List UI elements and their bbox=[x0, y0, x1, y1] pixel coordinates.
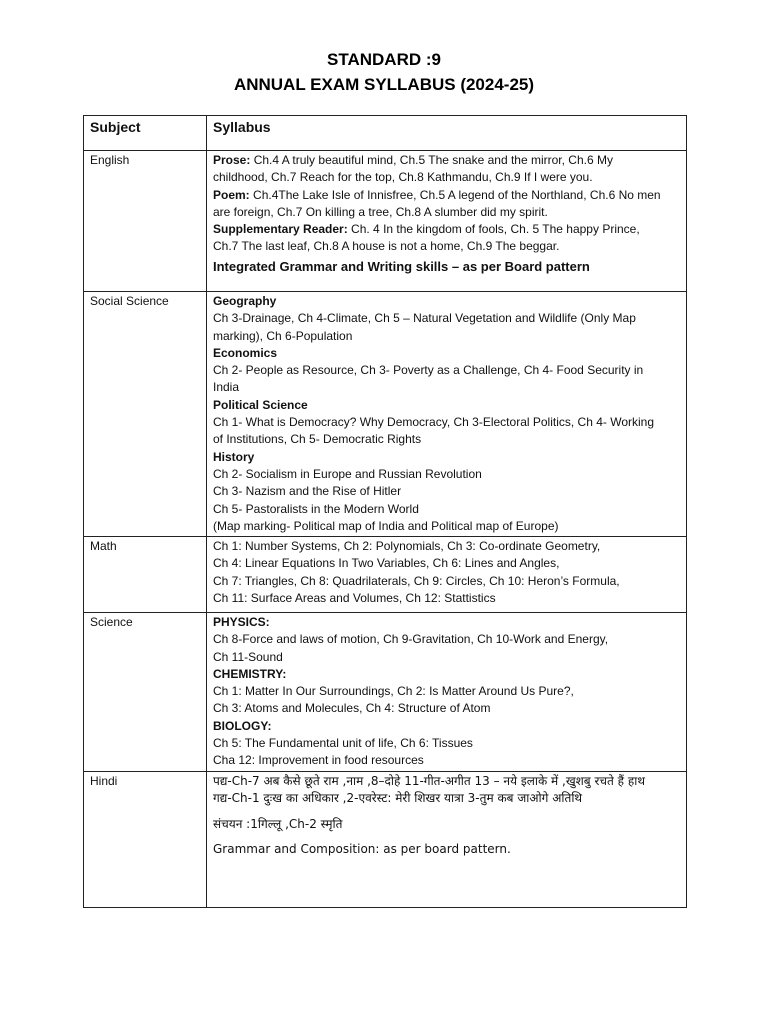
subject-math: Math bbox=[84, 537, 207, 613]
table-row-science bbox=[84, 613, 687, 772]
hindi-line-2: गद्य-Ch-1 दुःख का अधिकार ,2-एवरेस्ट: मेरी शिखर यात्रा 3-तुम कब जाओगे अतिथि bbox=[213, 791, 583, 806]
economics-line-2: India bbox=[213, 380, 240, 395]
supp-label: Supplementary Reader: bbox=[213, 222, 348, 237]
history-line-1: Ch 2- Socialism in Europe and Russian Revolution bbox=[213, 466, 482, 481]
prose-line-2: childhood, Ch.7 Reach for the top, Ch.8 Kathmandu, Ch.9 If I were you. bbox=[213, 170, 593, 185]
syllabus-english bbox=[207, 151, 687, 292]
prose-label: Prose: bbox=[213, 153, 251, 167]
economics-line-1: Ch 2- People as Resource, Ch 3- Poverty as a Challenge, Ch 4- Food Security in bbox=[213, 363, 644, 378]
column-header-syllabus: Syllabus bbox=[207, 116, 687, 151]
prose-text-1: Ch.4 A truly beautiful mind, Ch.5 The snake and the mirror, Ch.6 My bbox=[250, 153, 613, 167]
supp-line-2: Ch.7 The last leaf, Ch.8 A house is not a home, Ch.9 The beggar. bbox=[213, 239, 560, 254]
syllabus-table bbox=[83, 115, 687, 908]
physics-line-2: Ch 11-Sound bbox=[213, 649, 283, 664]
subject-hindi: Hindi bbox=[84, 772, 207, 908]
page-title: STANDARD :9 bbox=[327, 50, 441, 69]
supp-line-1 bbox=[213, 221, 680, 238]
geography-line-2: marking), Ch 6-Population bbox=[213, 328, 353, 343]
biology-line-1: Ch 5: The Fundamental unit of life, Ch 6: Tissues bbox=[213, 736, 473, 751]
math-line-3: Ch 7: Triangles, Ch 8: Quadrilaterals, Ch 9: Circles, Ch 10: Heron’s Formula, bbox=[213, 573, 620, 588]
physics-heading: PHYSICS: bbox=[213, 615, 270, 629]
geography-line-1: Ch 3-Drainage, Ch 4-Climate, Ch 5 – Natural Vegetation and Wildlife (Only Map bbox=[213, 311, 636, 326]
history-heading: History bbox=[213, 449, 255, 464]
history-line-2: Ch 3- Nazism and the Rise of Hitler bbox=[213, 484, 402, 499]
column-header-subject: Subject bbox=[84, 116, 207, 151]
political-science-line-2: of Institutions, Ch 5- Democratic Rights bbox=[213, 432, 422, 447]
grammar-line: Integrated Grammar and Writing skills – as per Board pattern bbox=[213, 258, 590, 274]
physics-line-1: Ch 8-Force and laws of motion, Ch 9-Gravitation, Ch 10-Work and Energy, bbox=[213, 632, 609, 647]
math-line-2: Ch 4: Linear Equations In Two Variables, Ch 6: Lines and Angles, bbox=[213, 556, 560, 571]
math-line-1: Ch 1: Number Systems, Ch 2: Polynomials, Ch 3: Co-ordinate Geometry, bbox=[213, 539, 601, 553]
hindi-line-3: संचयन :1गिल्लू ,Ch-2 स्मृति bbox=[213, 816, 343, 831]
table-row-math bbox=[84, 537, 687, 613]
subject-social-science: Social Science bbox=[84, 292, 207, 537]
geography-heading: Geography bbox=[213, 294, 277, 308]
table-header-row bbox=[84, 116, 687, 151]
page-subtitle: ANNUAL EXAM SYLLABUS (2024-25) bbox=[233, 75, 535, 94]
table-row-social-science bbox=[84, 292, 687, 537]
history-line-4: (Map marking- Political map of India and Political map of Europe) bbox=[213, 518, 559, 533]
table-row-hindi bbox=[84, 772, 687, 908]
spacer bbox=[213, 808, 680, 816]
political-science-line-1: Ch 1- What is Democracy? Why Democracy, Ch 3-Electoral Politics, Ch 4- Working bbox=[213, 415, 655, 430]
syllabus-math bbox=[207, 537, 687, 613]
syllabus-science bbox=[207, 613, 687, 772]
subject-english: English bbox=[84, 151, 207, 292]
poem-line-1 bbox=[213, 187, 680, 204]
poem-line-2: are foreign, Ch.7 On killing a tree, Ch.8 A slumber did my spirit. bbox=[213, 204, 548, 219]
prose-line-1 bbox=[213, 152, 680, 169]
hindi-line-1: पद्य-Ch-7 अब कैसे छूते राम ,नाम ,8–दोहे 11-गीत-अगीत 13 – नये इलाके में ,खुशबु रचते हैं हाथ bbox=[213, 774, 645, 788]
spacer bbox=[213, 833, 680, 841]
poem-text-1: Ch.4The Lake Isle of Innisfree, Ch.5 A legend of the Northland, Ch.6 No men bbox=[249, 187, 661, 202]
subject-science: Science bbox=[84, 613, 207, 772]
political-science-heading: Political Science bbox=[213, 397, 308, 412]
table-row-english bbox=[84, 151, 687, 292]
supp-text-1: Ch. 4 In the kingdom of fools, Ch. 5 The happy Prince, bbox=[347, 222, 640, 237]
syllabus-social-science bbox=[207, 292, 687, 537]
math-line-4: Ch 11: Surface Areas and Volumes, Ch 12: Stattistics bbox=[213, 590, 496, 605]
chemistry-heading: CHEMISTRY: bbox=[213, 666, 287, 681]
hindi-line-4: Grammar and Composition: as per board pattern. bbox=[213, 841, 511, 856]
chemistry-line-2: Ch 3: Atoms and Molecules, Ch 4: Structure of Atom bbox=[213, 701, 491, 716]
biology-line-2: Cha 12: Improvement in food resources bbox=[213, 753, 424, 768]
poem-label: Poem: bbox=[213, 187, 250, 202]
syllabus-hindi bbox=[207, 772, 687, 908]
biology-heading: BIOLOGY: bbox=[213, 718, 272, 733]
chemistry-line-1: Ch 1: Matter In Our Surroundings, Ch 2: Is Matter Around Us Pure?, bbox=[213, 684, 574, 699]
economics-heading: Economics bbox=[213, 345, 278, 360]
history-line-3: Ch 5- Pastoralists in the Modern World bbox=[213, 501, 419, 516]
